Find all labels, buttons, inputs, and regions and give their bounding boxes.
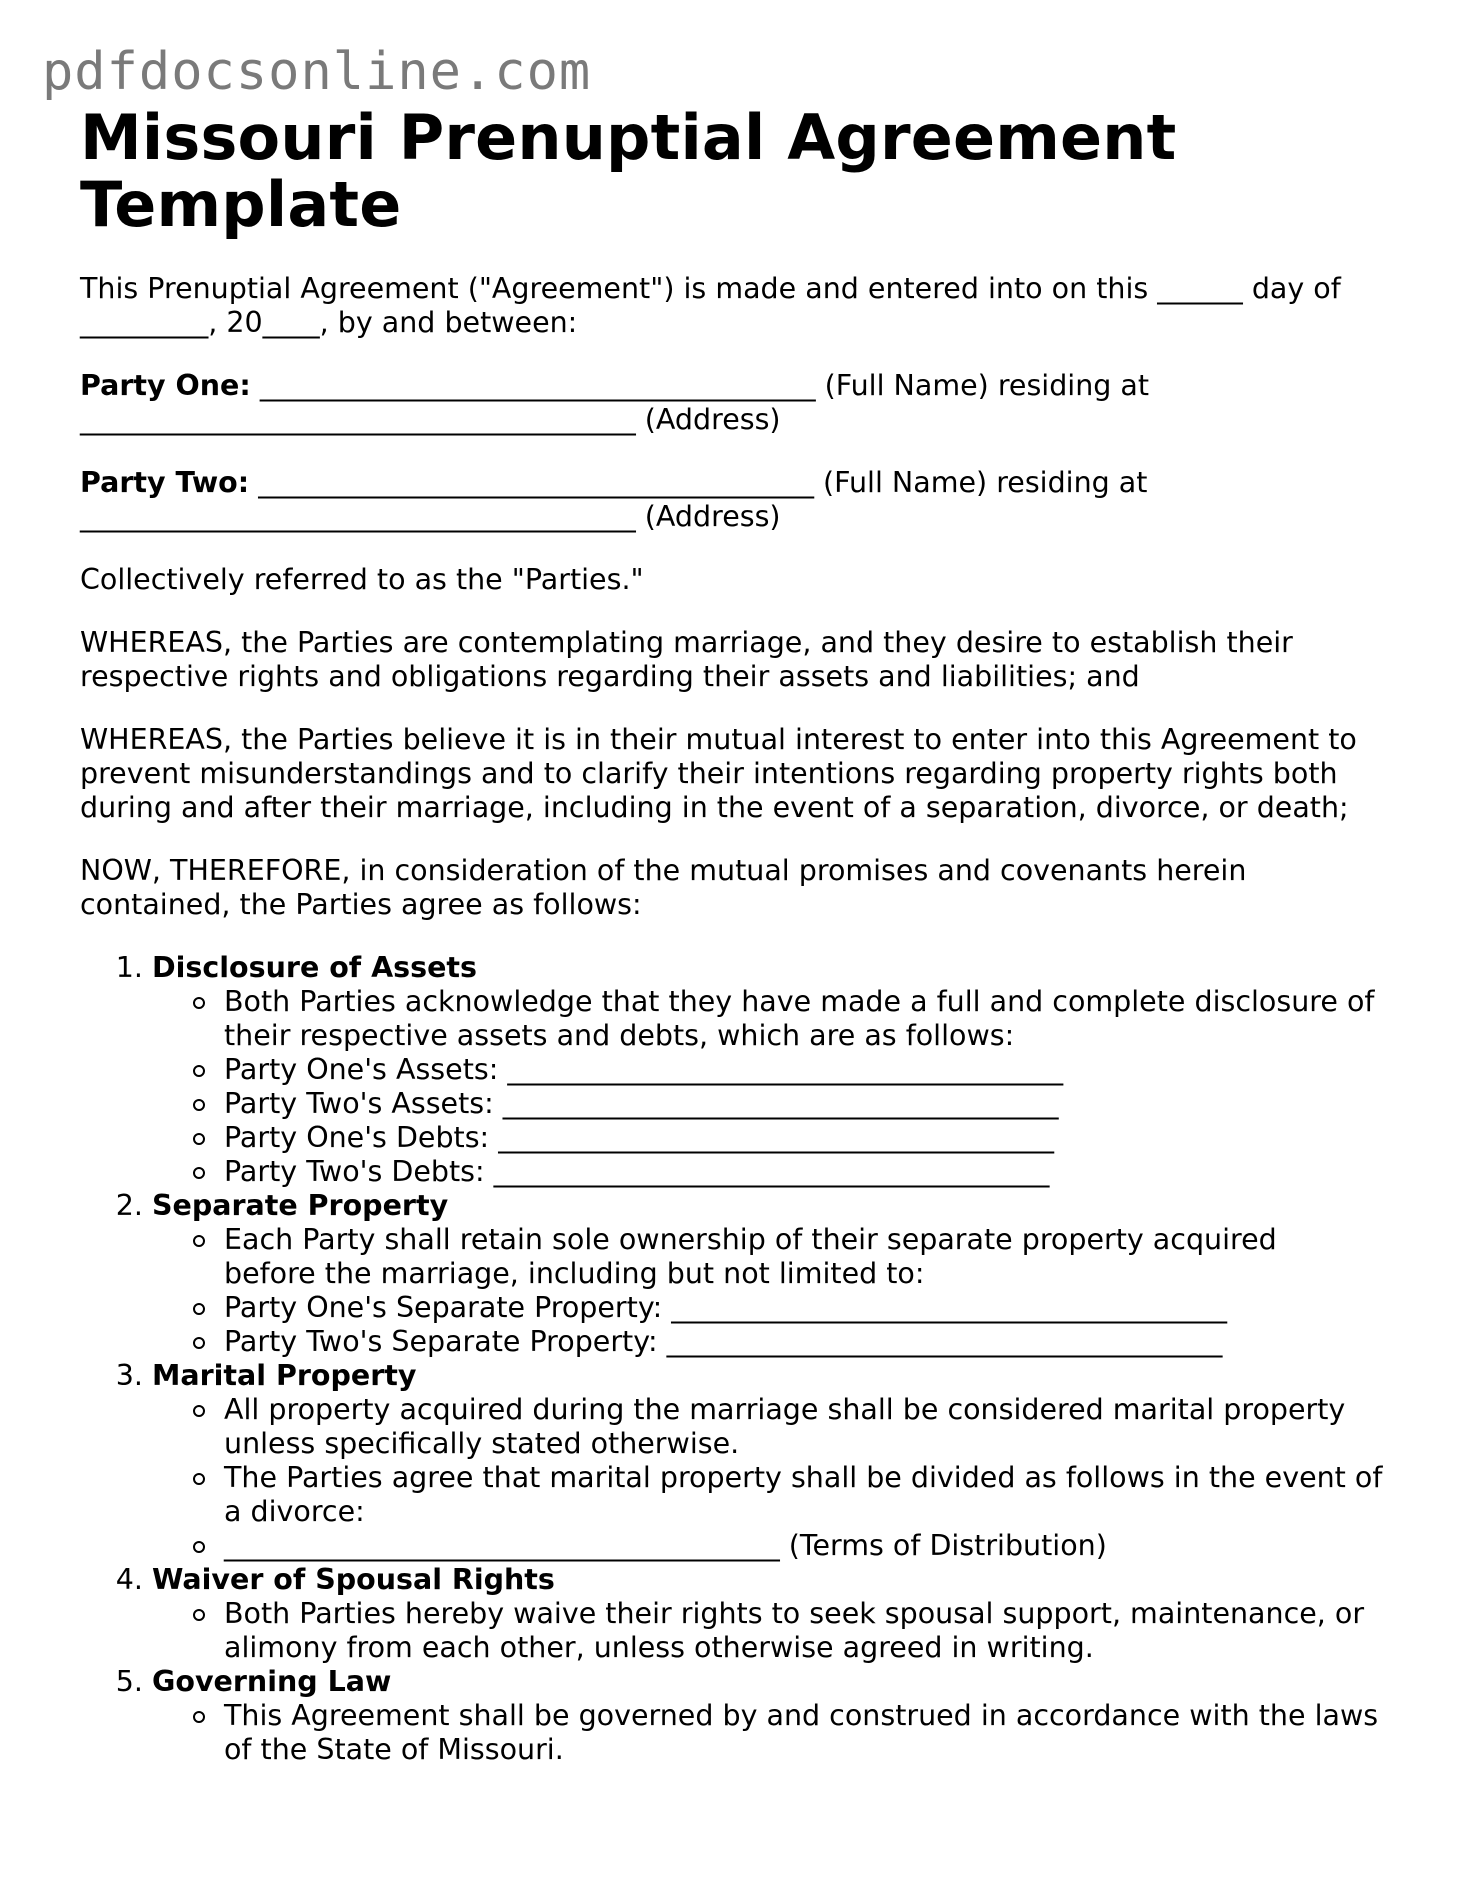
item-line: Each Party shall retain sole ownership of their separate property acquired	[224, 1223, 1277, 1256]
party-two-label: Party Two:	[80, 466, 250, 499]
intro-line-1: This Prenuptial Agreement ("Agreement") is made and entered into on this ______ day of	[80, 272, 1341, 305]
list-item	[224, 1393, 1400, 1461]
item-line: unless specifically stated otherwise.	[224, 1427, 740, 1460]
section-items	[152, 1699, 1400, 1767]
terms-of-distribution-line: _______________________________________ (Terms of Distribution)	[224, 1529, 1107, 1562]
now-therefore-line-1: NOW, THEREFORE, in consideration of the mutual promises and covenants herein	[80, 854, 1247, 887]
list-item	[224, 1155, 1400, 1189]
section-separate-property	[152, 1189, 1400, 1359]
party-two-assets-line: Party Two's Assets: _______________________________________	[224, 1087, 1059, 1120]
whereas2-line-3: during and after their marriage, including in the event of a separation, divorce, or death;	[80, 791, 1349, 824]
item-line: a divorce:	[224, 1495, 365, 1528]
intro-line-2: _________, 20____, by and between:	[80, 306, 578, 339]
section-title: Separate Property	[152, 1189, 449, 1222]
list-item	[224, 1121, 1400, 1155]
section-items	[152, 1223, 1400, 1359]
item-line: This Agreement shall be governed by and construed in accordance with the laws	[224, 1699, 1379, 1732]
section-marital-property	[152, 1359, 1400, 1563]
item-line: Both Parties acknowledge that they have made a full and complete disclosure of	[224, 985, 1375, 1018]
list-item	[224, 1053, 1400, 1087]
party-one-address-line: _______________________________________ (Address)	[80, 403, 781, 436]
now-therefore-line-2: contained, the Parties agree as follows:	[80, 888, 642, 921]
whereas2-line-2: prevent misunderstandings and to clarify their intentions regarding property rights both	[80, 757, 1338, 790]
title-line-2: Template	[80, 168, 402, 241]
whereas-paragraph-1	[80, 626, 1400, 694]
intro-paragraph	[80, 272, 1400, 340]
whereas-paragraph-2	[80, 723, 1400, 825]
party-one-block	[80, 369, 1400, 437]
list-item	[224, 1087, 1400, 1121]
list-item	[224, 985, 1400, 1053]
party-one-name-line: _______________________________________ (Full Name) residing at	[250, 369, 1150, 402]
whereas2-line-1: WHEREAS, the Parties believe it is in their mutual interest to enter into this Agreement to	[80, 723, 1357, 756]
item-line: their respective assets and debts, which are as follows:	[224, 1019, 1015, 1052]
item-line: All property acquired during the marriage shall be considered marital property	[224, 1393, 1346, 1426]
title-line-1: Missouri Prenuptial Agreement	[80, 101, 1177, 174]
item-line: before the marriage, including but not limited to:	[224, 1257, 925, 1290]
section-items	[152, 1393, 1400, 1563]
item-line: Both Parties hereby waive their rights to seek spousal support, maintenance, or	[224, 1597, 1365, 1630]
list-item	[224, 1461, 1400, 1529]
party-one-label: Party One:	[80, 369, 251, 402]
party-two-separate-property-line: Party Two's Separate Property: _______________________________________	[224, 1325, 1223, 1358]
item-line: of the State of Missouri.	[224, 1733, 564, 1766]
whereas1-line-1: WHEREAS, the Parties are contemplating marriage, and they desire to establish their	[80, 626, 1293, 659]
item-line: The Parties agree that marital property shall be divided as follows in the event of	[224, 1461, 1383, 1494]
party-two-block	[80, 466, 1400, 534]
list-item	[224, 1699, 1400, 1767]
section-disclosure-of-assets	[152, 951, 1400, 1189]
section-items	[152, 985, 1400, 1189]
now-therefore-paragraph	[80, 854, 1400, 922]
section-title: Disclosure of Assets	[152, 951, 477, 984]
list-item	[224, 1597, 1400, 1665]
section-title: Marital Property	[152, 1359, 417, 1392]
list-item	[224, 1291, 1400, 1325]
section-title: Governing Law	[152, 1665, 392, 1698]
party-one-assets-line: Party One's Assets: _______________________________________	[224, 1053, 1064, 1086]
whereas1-line-2: respective rights and obligations regarding their assets and liabilities; and	[80, 660, 1140, 693]
section-governing-law	[152, 1665, 1400, 1767]
collectively-paragraph: Collectively referred to as the "Parties."	[80, 563, 644, 596]
list-item	[224, 1223, 1400, 1291]
party-two-name-line: _______________________________________ (Full Name) residing at	[249, 466, 1148, 499]
section-waiver-of-spousal-rights	[152, 1563, 1400, 1665]
party-one-separate-property-line: Party One's Separate Property: _______________________________________	[224, 1291, 1228, 1324]
sections-list	[80, 951, 1400, 1767]
section-title: Waiver of Spousal Rights	[152, 1563, 555, 1596]
section-items	[152, 1597, 1400, 1665]
party-two-address-line: _______________________________________ (Address)	[80, 500, 781, 533]
item-line: alimony from each other, unless otherwise agreed in writing.	[224, 1631, 1094, 1664]
party-one-debts-line: Party One's Debts: _______________________________________	[224, 1121, 1054, 1154]
page-title	[80, 101, 1400, 241]
watermark: pdfdocsonline.com	[42, 42, 592, 102]
list-item	[224, 1325, 1400, 1359]
party-two-debts-line: Party Two's Debts: _______________________________________	[224, 1155, 1050, 1188]
document-body	[80, 101, 1400, 1767]
list-item	[224, 1529, 1400, 1563]
